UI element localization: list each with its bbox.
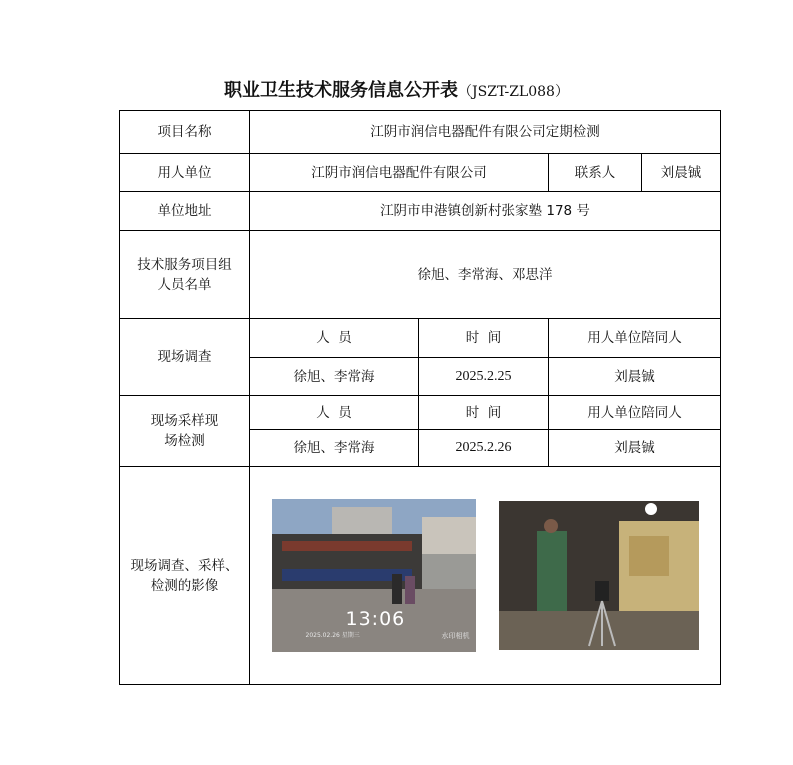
survey-companion: 刘晨铖 (549, 358, 721, 396)
row-team (120, 231, 721, 319)
photos (250, 499, 720, 652)
sampling-companion: 刘晨铖 (549, 430, 721, 467)
workshop-image (499, 501, 699, 650)
employer-label: 用人单位 (120, 154, 250, 192)
row-sampling-header (120, 396, 721, 430)
photo-brand-overlay: 水印相机 (441, 632, 470, 640)
survey-time: 2025.2.25 (419, 358, 549, 396)
images-cell (250, 467, 721, 685)
survey-header-time: 时 间 (419, 319, 549, 358)
row-employer (120, 154, 721, 192)
sampling-header-companion: 用人单位陪同人 (549, 396, 721, 430)
survey-header-people: 人 员 (250, 319, 419, 358)
title-code: （JSZT-ZL088） (458, 84, 569, 100)
survey-header-companion: 用人单位陪同人 (549, 319, 721, 358)
site-photo-entrance (272, 499, 476, 652)
photo-time-overlay: 13:06 (345, 608, 406, 630)
address-value: 江阴市申港镇创新村张家塾 178 号 (250, 192, 721, 231)
sampling-header-people: 人 员 (250, 396, 419, 430)
sampling-time: 2025.2.26 (419, 430, 549, 467)
page-title (0, 76, 793, 102)
survey-people: 徐旭、李常海 (250, 358, 419, 396)
contact-value: 刘晨铖 (642, 154, 721, 192)
info-table (119, 110, 721, 685)
project-name-value: 江阴市润信电器配件有限公司定期检测 (250, 111, 721, 154)
employer-value: 江阴市润信电器配件有限公司 (250, 154, 549, 192)
team-label: 技术服务项目组人员名单 (120, 231, 250, 319)
sampling-header-time: 时 间 (419, 396, 549, 430)
row-project-name (120, 111, 721, 154)
sampling-people: 徐旭、李常海 (250, 430, 419, 467)
row-address (120, 192, 721, 231)
sampling-label: 现场采样现场检测 (120, 396, 250, 467)
address-label: 单位地址 (120, 192, 250, 231)
photo-date-overlay: 2025.02.26 星期三 (305, 632, 360, 639)
contact-label: 联系人 (549, 154, 642, 192)
row-images (120, 467, 721, 685)
survey-label: 现场调查 (120, 319, 250, 396)
row-survey-header (120, 319, 721, 358)
team-value: 徐旭、李常海、邓思洋 (250, 231, 721, 319)
site-photo-workshop (499, 501, 699, 650)
project-name-label: 项目名称 (120, 111, 250, 154)
title-text: 职业卫生技术服务信息公开表 (224, 80, 459, 101)
images-label: 现场调查、采样、检测的影像 (120, 467, 250, 685)
